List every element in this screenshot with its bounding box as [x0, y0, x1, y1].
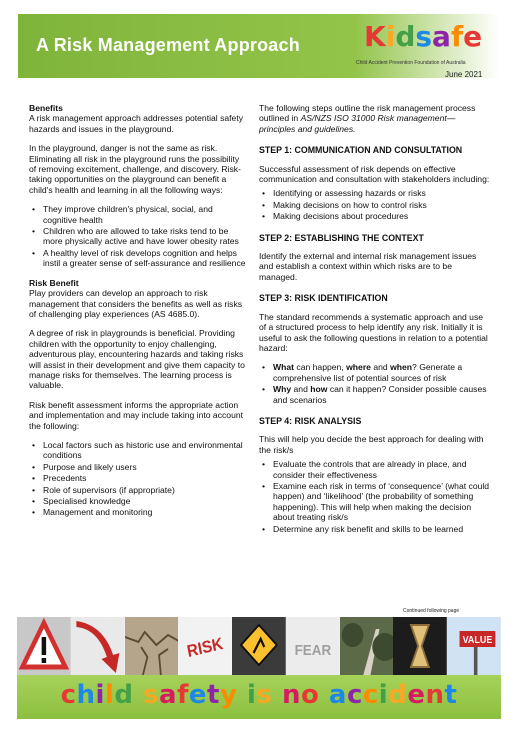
list-item: • Local factors such as historic use and environmental conditions	[43, 440, 247, 461]
downward-arrow-image	[71, 617, 125, 675]
risk-benefit-heading: Risk Benefit	[29, 277, 79, 288]
step-4-list	[259, 459, 491, 534]
value-word: VALUE	[462, 634, 493, 647]
left-column	[29, 103, 247, 527]
risk-word: RISK	[185, 634, 225, 662]
question-word: What	[273, 362, 295, 373]
list-item: • A healthy level of risk develops cognition and helps instil a greater sense of self-assurance and resilience	[43, 248, 247, 269]
step-2-heading: STEP 2: ESTABLISHING THE CONTEXT	[259, 232, 424, 243]
cracked-ground-image	[125, 617, 179, 675]
page-title: A Risk Management Approach	[36, 35, 300, 55]
benefits-paragraph-2: In the playground, danger is not the same as risk. Eliminating all risk in the playground runs the possibility of removing excitement, challenge, and discovery. Risk-taking opportunities on the playground can benefit a child's health and learning in all the following ways:	[29, 143, 241, 195]
footer-banner	[17, 675, 501, 719]
list-item: • Purpose and likely users	[43, 462, 247, 472]
step-3-heading: STEP 3: RISK IDENTIFICATION	[259, 293, 388, 304]
photo-strip	[17, 617, 501, 675]
logo-subtitle: Child Accident Prevention Foundation of Australia	[356, 60, 466, 66]
step-1-list	[259, 188, 491, 221]
step-4-paragraph: This will help you decide the best approach for dealing with the risk/s	[259, 434, 484, 455]
road-sign-image	[232, 617, 286, 675]
kidsafe-logo	[352, 18, 492, 64]
risk-benefit-list	[29, 440, 247, 518]
right-column	[259, 103, 491, 543]
list-item: • Examine each risk in terms of ‘consequence’ (what could happen) and ‘likelihood’ (the probability of something happening). This will help when making the decision about treating risk/s	[273, 481, 491, 523]
fear-word-image	[286, 617, 340, 675]
step-3-paragraph: The standard recommends a systematic approach and use of a structured process to help identify any risk. Initially it is useful to ask the following questions in relation to a potential hazard:	[259, 311, 488, 353]
step-2-paragraph: Identify the external and internal risk management issues and establish a context within which risks are to be managed.	[259, 251, 477, 282]
risk-benefit-paragraph-1: Play providers can develop an approach to risk management that considers the benefits as well as risks of challenging play experiences (AS 4685.0).	[29, 288, 243, 319]
list-item: • Role of supervisors (if appropriate)	[43, 485, 247, 495]
list-text: and	[370, 362, 391, 373]
list-item: • Management and monitoring	[43, 507, 247, 517]
continued-note: Continued following page	[403, 608, 460, 614]
hourglass-image	[393, 617, 447, 675]
risk-benefit-paragraph-2: A degree of risk in playgrounds is beneficial. Providing children with the opportunity to enjoy challenging, adventurous play, encountering hazards and taking risks will assist in their development and give them capacity to manage risks for themselves. The learning process is valuable.	[29, 328, 245, 391]
footer-tagline: child safety is no accident	[60, 680, 458, 710]
question-word: when	[390, 362, 413, 373]
list-text: can happen,	[294, 362, 347, 373]
list-item: • Evaluate the controls that are already in place, and consider their effectiveness	[273, 459, 491, 480]
publication-date: June 2021	[445, 70, 483, 79]
step-3-list	[259, 362, 491, 405]
fear-word: FEAR	[294, 642, 332, 660]
logo-wordmark: Kidsafe	[364, 20, 483, 53]
question-word: where	[346, 362, 371, 373]
list-item	[273, 384, 491, 405]
step-1-paragraph: Successful assessment of risk depends on effective communication and consultation with stakeholders including:	[259, 163, 490, 185]
list-item: • Identifying or assessing hazards or risks	[273, 188, 491, 198]
intro-paragraph	[259, 103, 491, 134]
list-item: • Making decisions on how to control risks	[273, 200, 491, 210]
list-item: • Determine any risk benefit and skills to be learned	[273, 524, 491, 534]
list-item: • Children who are allowed to take risks tend to be more physically active and have lower obesity rates	[43, 226, 247, 247]
list-text: ? Generate a comprehensive list of potential sources of risk	[273, 362, 463, 383]
risk-benefit-paragraph-3: Risk benefit assessment informs the appropriate action and implementation and may include taking into account the following:	[29, 399, 244, 431]
step-4-heading: STEP 4: RISK ANALYSIS	[259, 415, 362, 426]
list-item: • Making decisions about procedures	[273, 211, 491, 221]
question-word: how	[310, 384, 328, 395]
benefits-paragraph-1: A risk management approach addresses potential safety hazards and issues in the playground.	[29, 113, 244, 134]
list-item	[273, 362, 491, 383]
question-word: Why	[273, 384, 292, 395]
value-sign-image	[447, 617, 501, 675]
list-item: • They improve children's physical, social, and cognitive health	[43, 204, 247, 225]
standard-reference: AS/NZS ISO 31000 Risk management—principles and guidelines.	[259, 113, 456, 134]
path-image	[340, 617, 394, 675]
benefits-heading: Benefits	[29, 103, 63, 113]
risk-word-image	[178, 617, 232, 675]
list-text: and	[291, 384, 311, 395]
list-text: can it happen? Consider possible causes and scenarios	[273, 384, 487, 405]
step-1-heading: STEP 1: COMMUNICATION AND CONSULTATION	[259, 145, 463, 156]
warning-sign-image	[17, 617, 71, 675]
benefits-list	[29, 204, 247, 268]
list-item: • Specialised knowledge	[43, 496, 247, 506]
intro-text: The following steps outline the risk management process outlined in	[259, 103, 476, 124]
list-item: • Precedents	[43, 473, 247, 483]
